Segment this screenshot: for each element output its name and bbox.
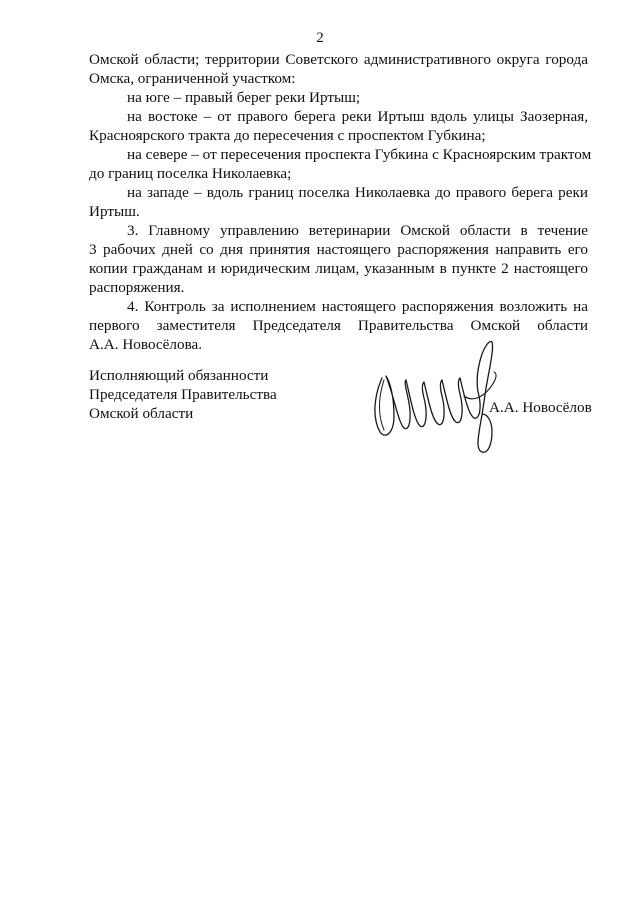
text-line: А.А. Новосёлова. bbox=[89, 336, 203, 353]
text-line: на западе – вдоль границ поселка Николаевка до правого берега реки bbox=[127, 184, 588, 201]
text-line: Омской области; территории Советского административного округа города bbox=[89, 51, 588, 68]
document-body bbox=[89, 50, 592, 354]
text-line: на востоке – от правого берега реки Иртыш вдоль улицы Заозерная, bbox=[127, 108, 588, 125]
text-line: Омска, ограниченной участком: bbox=[89, 70, 296, 87]
signer-name: А.А. Новосёлов bbox=[489, 399, 592, 416]
text-line: 4. Контроль за исполнением настоящего распоряжения возложить на bbox=[127, 298, 588, 315]
text-line: Иртыш. bbox=[89, 203, 140, 220]
text-line: на юге – правый берег реки Иртыш; bbox=[127, 89, 361, 106]
page-number: 2 bbox=[316, 30, 324, 46]
signer-position-line: Омской области bbox=[89, 405, 194, 422]
text-line: на севере – от пересечения проспекта Губкина с Красноярским трактом bbox=[127, 146, 592, 163]
signature-icon bbox=[364, 336, 524, 456]
text-line: Красноярского тракта до пересечения с проспектом Губкина; bbox=[89, 127, 486, 144]
signer-position-line: Председателя Правительства bbox=[89, 386, 277, 403]
text-line: до границ поселка Николаевка; bbox=[89, 165, 292, 182]
text-line: 3 рабочих дней со дня принятия настоящего распоряжения направить его bbox=[89, 241, 588, 258]
signer-position-line: Исполняющий обязанности bbox=[89, 367, 269, 384]
handwritten-signature bbox=[364, 336, 524, 456]
text-line: копии гражданам и юридическим лицам, указанным в пункте 2 настоящего bbox=[89, 260, 588, 277]
text-line: 3. Главному управлению ветеринарии Омской области в течение bbox=[127, 222, 588, 239]
signer-position bbox=[89, 366, 299, 423]
text-line: распоряжения. bbox=[89, 279, 185, 296]
text-line: первого заместителя Председателя Правительства Омской области bbox=[89, 317, 588, 334]
